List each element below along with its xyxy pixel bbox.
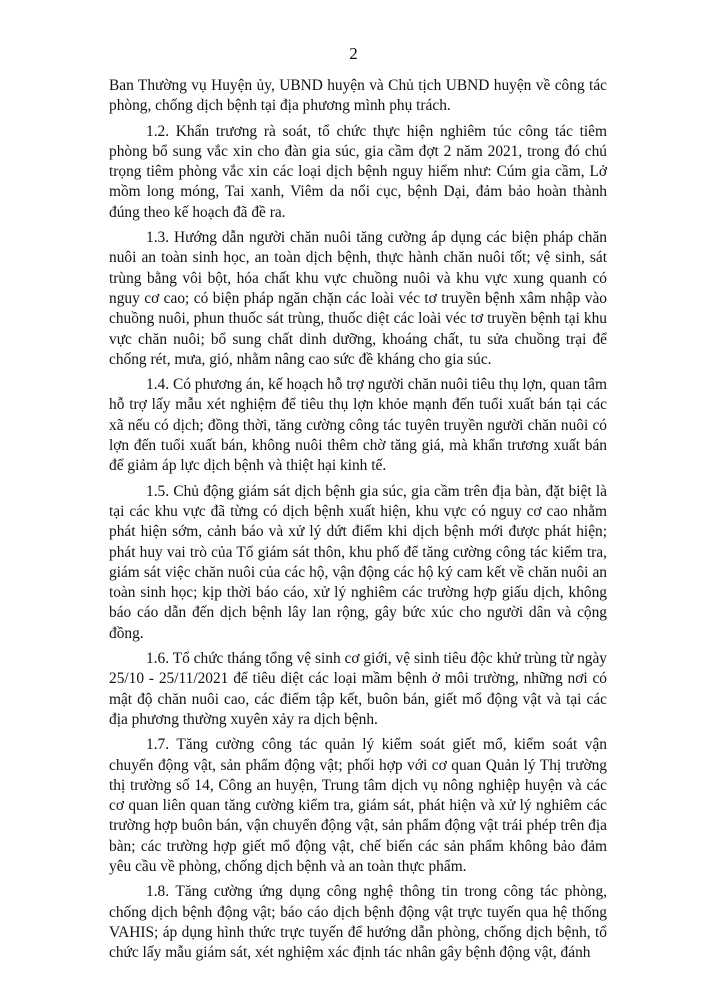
paragraph-1-3: 1.3. Hướng dẫn người chăn nuôi tăng cường áp dụng các biện pháp chăn nuôi an toàn sinh học, an toàn dịch bệnh, thực hành chăn nuôi tốt; vệ sinh, sát trùng bằng vôi bột, hóa chất khu vực chuồng nuôi và khu vực xung quanh có nguy cơ cao; có biện pháp ngăn chặn các loài véc tơ truyền bệnh xâm nhập vào chuồng nuôi, phun thuốc sát trùng, thuốc diệt các loài véc tơ truyền bệnh tại khu vực chăn nuôi; bổ sung chất dinh dưỡng, khoáng chất, tu sửa chuồng trại để chống rét, mưa, gió, nhằm nâng cao sức đề kháng cho gia súc. <box>109 229 607 368</box>
paragraph-1-8: 1.8. Tăng cường ứng dụng công nghệ thông tin trong công tác phòng, chống dịch bệnh động vật; báo cáo dịch bệnh động vật trực tuyến qua hệ thống VAHIS; áp dụng hình thức trực tuyến để hướng dẫn phòng, chống dịch bệnh, tổ chức lấy mẫu giám sát, xét nghiệm xác định tác nhân gây bệnh động vật, đánh <box>109 883 607 962</box>
paragraph-continuation: Ban Thường vụ Huyện ủy, UBND huyện và Chủ tịch UBND huyện về công tác phòng, chống dịch bệnh tại địa phương mình phụ trách. <box>109 77 607 115</box>
paragraph-1-7: 1.7. Tăng cường công tác quản lý kiểm soát giết mổ, kiểm soát vận chuyển động vật, sản phẩm động vật; phối hợp với cơ quan Quản lý Thị trường thị trường số 14, Công an huyện, Trung tâm dịch vụ nông nghiệp huyện và các cơ quan liên quan tăng cường kiểm tra, giám sát, phát hiện và xử lý nghiêm các trường hợp buôn bán, vận chuyển động vật, sản phẩm động vật trái phép trên địa bàn; các trường hợp giết mổ động vật, chế biến các sản phẩm không bảo đảm yêu cầu về phòng, chống dịch bệnh và an toàn thực phẩm. <box>109 736 607 875</box>
paragraph-1-6: 1.6. Tổ chức tháng tổng vệ sinh cơ giới, vệ sinh tiêu độc khử trùng từ ngày 25/10 - 25/11/2021 để tiêu diệt các loại mầm bệnh ở môi trường, những nơi có mật độ chăn nuôi cao, các điểm tập kết, buôn bán, giết mổ động vật và tại các địa phương thường xuyên xảy ra dịch bệnh. <box>109 650 607 728</box>
page-number: 2 <box>349 44 358 63</box>
document-body <box>109 76 607 968</box>
paragraph-1-5: 1.5. Chủ động giám sát dịch bệnh gia súc, gia cầm trên địa bàn, đặt biệt là tại các khu vực đã từng có dịch bệnh xuất hiện, khu vực có nguy cơ cao nhằm phát hiện sớm, cảnh báo và xử lý dứt điểm khi dịch bệnh mới được phát hiện; phát huy vai trò của Tổ giám sát thôn, khu phố để tăng cường công tác kiểm tra, giám sát việc chăn nuôi của các hộ, vận động các hộ ký cam kết về chăn nuôi an toàn sinh học; kịp thời báo cáo, xử lý nghiêm các trường hợp giấu dịch, không báo cáo dẫn đến dịch bệnh lây lan rộng, gây bức xúc cho người dân và cộng đồng. <box>109 482 607 642</box>
paragraph-1-4: 1.4. Có phương án, kế hoạch hỗ trợ người chăn nuôi tiêu thụ lợn, quan tâm hỗ trợ lấy mẫu xét nghiệm để tiêu thụ lợn khỏe mạnh đến tuổi xuất bán tại các xã nếu có dịch; đồng thời, tăng cường công tác tuyên truyền người chăn nuôi có lợn đến tuổi xuất bán, không nuôi thêm chờ tăng giá, mà khẩn trương xuất bán để giảm áp lực dịch bệnh và thiệt hại kinh tế. <box>109 376 607 475</box>
paragraph-1-2: 1.2. Khẩn trương rà soát, tổ chức thực hiện nghiêm túc công tác tiêm phòng bổ sung vắc xin cho đàn gia súc, gia cầm đợt 2 năm 2021, trong đó chú trọng tiêm phòng vắc xin các loại dịch bệnh nguy hiểm như: Cúm gia cầm, Lở mồm long móng, Tai xanh, Viêm da nổi cục, bệnh Dại, đảm bảo hoàn thành đúng theo kế hoạch đã đề ra. <box>109 122 607 221</box>
